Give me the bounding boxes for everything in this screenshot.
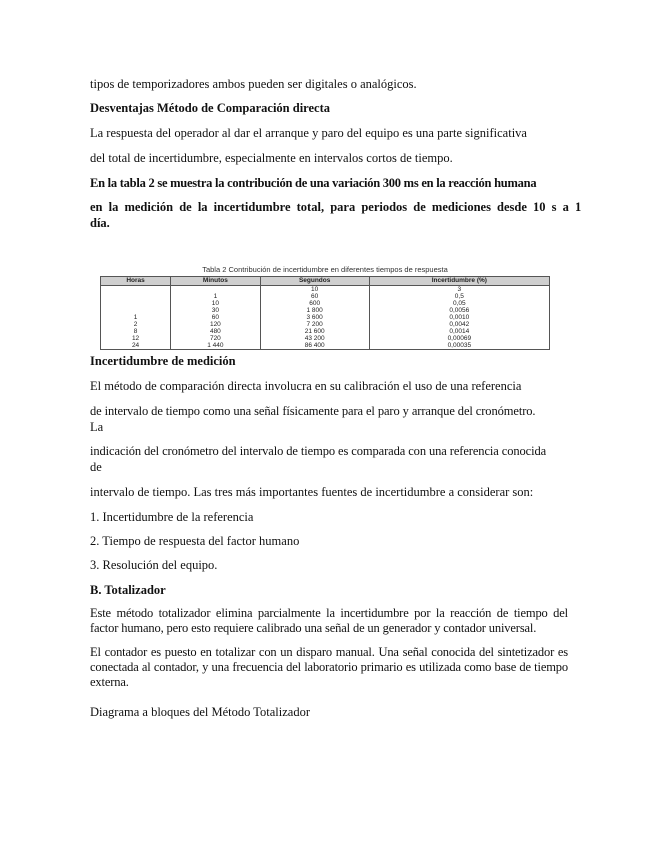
table-cell: 0,00035 [369,342,549,350]
table-cell: 0,0056 [369,307,549,314]
section-heading: Desventajas Método de Comparación directa [90,101,331,115]
paragraph-text: Diagrama a bloques del Método Totalizador [90,705,311,719]
paragraph-text-bold: día. [90,216,110,230]
paragraph-text: Este método totalizador elimina parcialmente la incertidumbre por la reacción de tiempo del factor humano, pero esto requiere calibrado una señal de un generador y contador universal. [90,606,568,635]
paragraph-text: de intervalo de tiempo como una señal físicamente para el paro y arranque del cronómetro. [90,404,536,418]
table-cell: 7 200 [260,321,369,328]
paragraph-text: del total de incertidumbre, especialmente en intervalos cortos de tiempo. [90,151,453,165]
table-cell: 43 200 [260,335,369,342]
table-row [101,293,550,300]
table-caption: Tabla 2 Contribución de incertidumbre en diferentes tiempos de respuesta [202,265,448,274]
paragraph-text: tipos de temporizadores ambos pueden ser digitales o analógicos. [90,77,417,91]
table-cell: 1 440 [171,342,261,350]
list-item: 3. Resolución del equipo. [90,558,218,572]
table-cell: 12 [101,335,171,342]
table-cell: 86 400 [260,342,369,350]
table-cell: 0,00069 [369,335,549,342]
table-cell: 120 [171,321,261,328]
table-cell: 0,0014 [369,328,549,335]
table-row [101,300,550,307]
uncertainty-table-figure [95,265,555,349]
section-heading: B. Totalizador [90,583,166,597]
paragraph-text: El método de comparación directa involucra en su calibración el uso de una referencia [90,379,522,393]
table-cell: 10 [260,286,369,294]
paragraph-text: intervalo de tiempo. Las tres más importantes fuentes de incertidumbre a considerar son: [90,485,534,499]
table-cell: 0,0010 [369,314,549,321]
paragraph-text-bold: En la tabla 2 se muestra la contribución de una variación 300 ms en la reacción humana [90,176,537,190]
table-cell: 2 [101,321,171,328]
table-row [101,342,550,350]
table-row [101,307,550,314]
table-cell: 3 [369,286,549,294]
table-cell: 30 [171,307,261,314]
table-cell: 0,05 [369,300,549,307]
paragraph-text: La [90,420,104,434]
table-cell: 1 [171,293,261,300]
table-header-cell: Segundos [260,277,369,286]
paragraph-text: El contador es puesto en totalizar con un disparo manual. Una señal conocida del sintetizador es conectada al contador, y una frecuencia del laboratorio primario es utilizada como base de tiempo externa. [90,645,568,689]
list-item: 2. Tiempo de respuesta del factor humano [90,534,300,548]
table-header-cell: Incertidumbre (%) [369,277,549,286]
table-header-row [101,277,550,286]
table-row [101,321,550,328]
table-cell [101,293,171,300]
table-cell: 720 [171,335,261,342]
table-cell: 1 [101,314,171,321]
paragraph-text: La respuesta del operador al dar el arranque y paro del equipo es una parte significativa [90,126,527,140]
table-cell: 21 600 [260,328,369,335]
table-cell: 1 800 [260,307,369,314]
table-row [101,328,550,335]
uncertainty-table [100,276,550,350]
table-cell [171,286,261,294]
table-cell [101,307,171,314]
table-cell: 3 600 [260,314,369,321]
list-item: 1. Incertidumbre de la referencia [90,510,254,524]
table-row [101,335,550,342]
table-cell: 60 [171,314,261,321]
paragraph-text: indicación del cronómetro del intervalo de tiempo es comparada con una referencia conocida [90,444,547,458]
table-cell: 480 [171,328,261,335]
table-cell: 24 [101,342,171,350]
paragraph-text-bold: en la medición de la incertidumbre total, para periodos de mediciones desde 10 s a 1 [90,200,582,214]
table-cell: 0,0042 [369,321,549,328]
table-header-cell: Horas [101,277,171,286]
table-cell: 10 [171,300,261,307]
table-cell: 60 [260,293,369,300]
table-cell: 600 [260,300,369,307]
table-cell [101,300,171,307]
table-cell [101,286,171,294]
paragraph-text: de [90,460,102,474]
table-cell: 8 [101,328,171,335]
table-header-cell: Minutos [171,277,261,286]
table-row [101,286,550,294]
table-cell: 0,5 [369,293,549,300]
table-row [101,314,550,321]
section-heading: Incertidumbre de medición [90,354,236,368]
